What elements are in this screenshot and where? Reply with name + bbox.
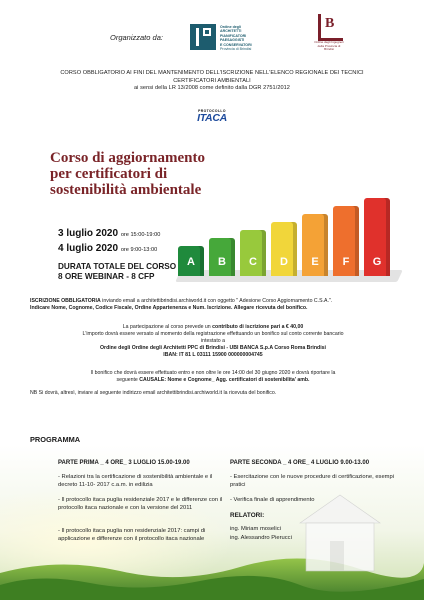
program-heading: PROGRAMMA [30,435,81,444]
part-two-heading: PARTE SECONDA _ 4 ORE_ 4 LUGLIO 9.00-13.00 [230,460,370,466]
engineers-logo-text: Ordine degli Ingegneri della Provincia di Brindisi [314,40,344,52]
energy-bar-label-c: C [249,256,257,268]
date-day-2: 4 luglio 2020 ore 9:00-13:00 [58,243,158,254]
course-duration: DURATA TOTALE DEL CORSO 8 ORE WEBINAR - 8 CFP [58,262,177,281]
speakers-label: RELATORI: [230,512,265,519]
course-description: CORSO OBBLIGATORIO AI FINI DEL MANTENIMENTO DELL'ISCRIZIONE NELL'ELENCO REGIONALE DEI TECNICI CERTIFICATORI AMBIENTALI ai sensi della LR 13/2008 come definito dalla DGR 2751/2012 [60,70,364,92]
energy-bar-label-a: A [187,256,195,268]
speaker-2: ing. Alessandro Pierucci [230,535,292,541]
signup-info: ISCRIZIONE OBBLIGATORIA inviando email a architettibrindisi.archiworld.it con oggetto " Adesione Corso Aggiornamento C.S.A.". Indicare Nome, Cognome, Codice Fiscale, Ordine Appartenenza e Num. Iscrizione. Allegare ricevuta del bonifico. [30,298,333,311]
energy-bar-label-f: F [342,256,350,268]
energy-bar-label-e: E [311,256,319,268]
receipt-note: NB Si dovrà, altresì, inviare al seguente indirizzo email architettibrindisi.archiworld.it la ricevuta del bonifico. [30,390,277,396]
page-title: Corso di aggiornamento per certificatori di sostenibilità ambientale [50,150,205,198]
energy-bar-c [240,230,266,276]
architects-order-logo [190,24,290,52]
part-one-heading: PARTE PRIMA _ 4 ORE_ 3 LUGLIO 15.00-19.00 [58,460,190,466]
date-time-1: ore 15:00-19:00 [120,232,161,238]
fee-info: La partecipazione al corso prevede un contributo di iscrizione pari a € 40,00 L'importo dovrà essere versato al momento della registrazione effettuando un bonifico sul conto corrente bancario intestato a Ordine degli Ordine degli Architetti PPC di Brindisi - UBI BANCA S.p.A Corso Roma Brindisi IBAN: IT 81 L 03111 15900 000000004745 [82,324,344,358]
architects-logo-text: Ordine degli ARCHITETTI PIANIFICATORI PAESAGGISTI E CONSERVATORI Provincia di Brindisi [220,25,252,52]
part-two-item-2: - Verifica finale di apprendimento [230,497,315,503]
energy-bar-label-b: B [218,256,226,268]
date-day-1: 3 luglio 2020 ore 15:00-19:00 [58,228,161,239]
energy-bar-label-g: G [372,256,382,268]
energy-class-bars-illustration [178,196,400,276]
energy-bar-label-d: D [280,256,288,268]
landscape-background-illustration [0,445,424,600]
part-two-item-1: - Esercitazione con le nuove procedure di certificazione, esempi pratici [230,474,395,488]
speaker-1: ing. Miriam moselici [230,526,281,532]
engineers-logo-mark: B [318,14,343,41]
transfer-info: Il bonifico che dovrà essere effettuato entro e non oltre le ore 14:00 del 30 giugno 2020 e dovrà riportare la seguente CAUSALE: Nome e Cognome_ Agg. certificatori di sostenibilita' amb. [90,370,336,383]
part-one-item-3: - Il protocollo itaca puglia non residenziale 2017: campi di applicazione e differenze con il protocollo itaca nazionale [58,528,206,542]
organized-by-label: Organizzato da: [110,33,163,42]
engineers-order-logo [308,14,350,54]
itaca-protocol-logo: PROTOCOLLO ITACA [197,109,227,124]
date-time-2: ore 9:00-13:00 [120,247,158,253]
part-one-item-1: - Relazioni tra la certificazione di sostenibilità ambientale e il decreto 11-10- 2017 c.a.m. in edilizia [58,474,213,488]
part-one-item-2: - Il protocollo itaca puglia residenziale 2017 e le differenze con il protocollo itaca nazionale e con la versione del 2011 [58,497,223,511]
architects-logo-mark [190,24,216,50]
